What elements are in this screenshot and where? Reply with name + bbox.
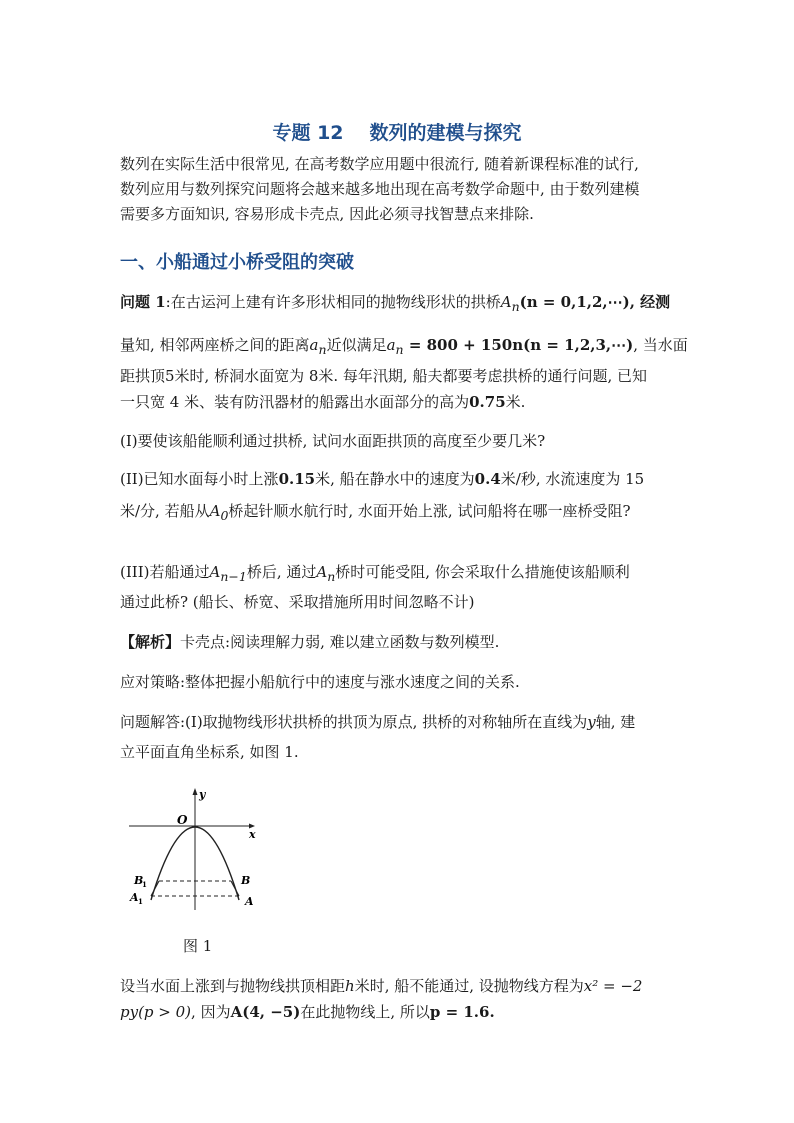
section-heading: 一、小船通过小桥受阻的突破 [120, 252, 354, 273]
label-a1: A [130, 891, 139, 904]
figure-caption: 图 1 [183, 937, 213, 955]
boat-left-side [151, 881, 159, 896]
math-var: A [316, 563, 328, 581]
question-text: 米, 船在静水中的速度为 [315, 470, 475, 488]
label-a1-sub: 1 [138, 897, 143, 906]
question-text: 桥后, 通过 [246, 563, 317, 581]
label-x: x [249, 828, 256, 841]
label-y: y [199, 788, 206, 801]
math-sub: 0 [220, 508, 229, 523]
math-var: A [209, 502, 221, 520]
problem-line-2 [120, 333, 688, 362]
math-var: h [345, 977, 355, 995]
intro-line-1: 数列在实际生活中很常见, 在高考数学应用题中很流行, 随着新课程标准的试行, [120, 155, 639, 173]
math-value: 0.4 [474, 470, 501, 488]
math-expr: A(4, −5) [230, 1003, 301, 1021]
answer-line-2: 立平面直角坐标系, 如图 1. [120, 743, 299, 761]
math-expr: (n = 0,1,2,⋯), 经测 [519, 293, 671, 311]
problem-text: 米. [505, 393, 526, 411]
answer-text: 轴, 建 [595, 713, 636, 731]
label-b: B [241, 874, 251, 887]
final-line-2 [120, 1000, 680, 1024]
question-text: 桥起针顺水航行时, 水面开始上涨, 试问船将在哪一座桥受阻? [228, 502, 631, 520]
label-b1-sub: 1 [142, 880, 147, 889]
boat-right-side [231, 881, 239, 896]
problem-line-3: 距拱顶5米时, 桥洞水面宽为 8米. 每年汛期, 船夫都要考虑拱桥的通行问题, 已知 [120, 367, 648, 385]
problem-text: 一只宽 4 米、装有防汛器材的船露出水面部分的高为 [120, 393, 470, 411]
analysis-text: 卡壳点:阅读理解力弱, 难以建立函数与数列模型. [180, 633, 500, 651]
problem-text: , 当水面 [633, 336, 688, 354]
final-text: 米时, 船不能通过, 设抛物线方程为 [354, 977, 584, 995]
math-sub: n−1 [220, 569, 247, 584]
math-sub: n [511, 299, 520, 314]
analysis-line [120, 630, 680, 654]
question-text: 桥时可能受阻, 你会采取什么措施使该船顺利 [335, 563, 630, 581]
answer-line-1 [120, 710, 680, 734]
math-var: y [587, 713, 596, 731]
question-text: 米/分, 若船从 [120, 502, 210, 520]
problem-label: 问题 1 [120, 293, 166, 311]
math-value: 0.75 [469, 393, 506, 411]
question-3-line-1 [120, 560, 680, 589]
question-3-line-2: 通过此桥? (船长、桥宽、采取措施所用时间忽略不计) [120, 593, 475, 611]
answer-text: 问题解答:(I)取抛物线形状拱桥的拱顶为原点, 拱桥的对称轴所在直线为 [120, 713, 588, 731]
strategy-line: 应对策略:整体把握小船航行中的速度与涨水速度之间的关系. [120, 673, 520, 691]
question-1: (I)要使该船能顺利通过拱桥, 试问水面距拱顶的高度至少要几米? [120, 432, 546, 450]
math-sub: n [395, 342, 404, 357]
math-expr: py(p > 0) [120, 1003, 192, 1021]
analysis-label: 【解析】 [120, 633, 181, 651]
math-value: 0.15 [278, 470, 316, 488]
intro-line-2: 数列应用与数列探究问题将会越来越多地出现在高考数学命题中, 由于数列建模 [120, 180, 640, 198]
intro-line-3: 需要多方面知识, 容易形成卡壳点, 因此必须寻找智慧点来排除. [120, 205, 534, 223]
label-b1: B [134, 874, 144, 887]
final-text: 设当水面上涨到与抛物线拱顶相距 [120, 977, 346, 995]
problem-text: 近似满足 [326, 336, 387, 354]
final-text: 在此抛物线上, 所以 [300, 1003, 430, 1021]
y-axis-arrow-icon [193, 788, 198, 795]
question-text: (III)若船通过 [120, 563, 210, 581]
math-var: a [386, 336, 396, 354]
math-var: A [209, 563, 221, 581]
problem-text: :在古运河上建有许多形状相同的抛物线形状的拱桥 [165, 293, 501, 311]
problem-line-4 [120, 390, 680, 414]
final-text: , 因为 [191, 1003, 231, 1021]
math-sub: n [327, 569, 336, 584]
math-sub: n [318, 342, 327, 357]
question-text: 米/秒, 水流速度为 15 [500, 470, 645, 488]
question-text: (II)已知水面每小时上涨 [120, 470, 279, 488]
question-2-line-1 [120, 467, 680, 491]
label-a: A [245, 895, 254, 908]
title-topic-name: 数列的建模与探究 [369, 122, 522, 144]
title-topic-number: 专题 12 [272, 122, 344, 144]
parabola-bridge-figure [125, 778, 265, 913]
math-var: a [309, 336, 319, 354]
page-title [0, 118, 794, 145]
label-origin: O [177, 813, 188, 827]
math-expr: = 800 + 150n(n = 1,2,3,⋯) [403, 336, 634, 354]
math-expr: p = 1.6. [429, 1003, 495, 1021]
final-line-1 [120, 974, 680, 998]
problem-line-1 [120, 290, 680, 319]
math-expr: x² = −2 [583, 977, 643, 995]
question-2-line-2 [120, 499, 680, 528]
math-var: A [500, 293, 512, 311]
problem-text: 量知, 相邻两座桥之间的距离 [120, 336, 310, 354]
